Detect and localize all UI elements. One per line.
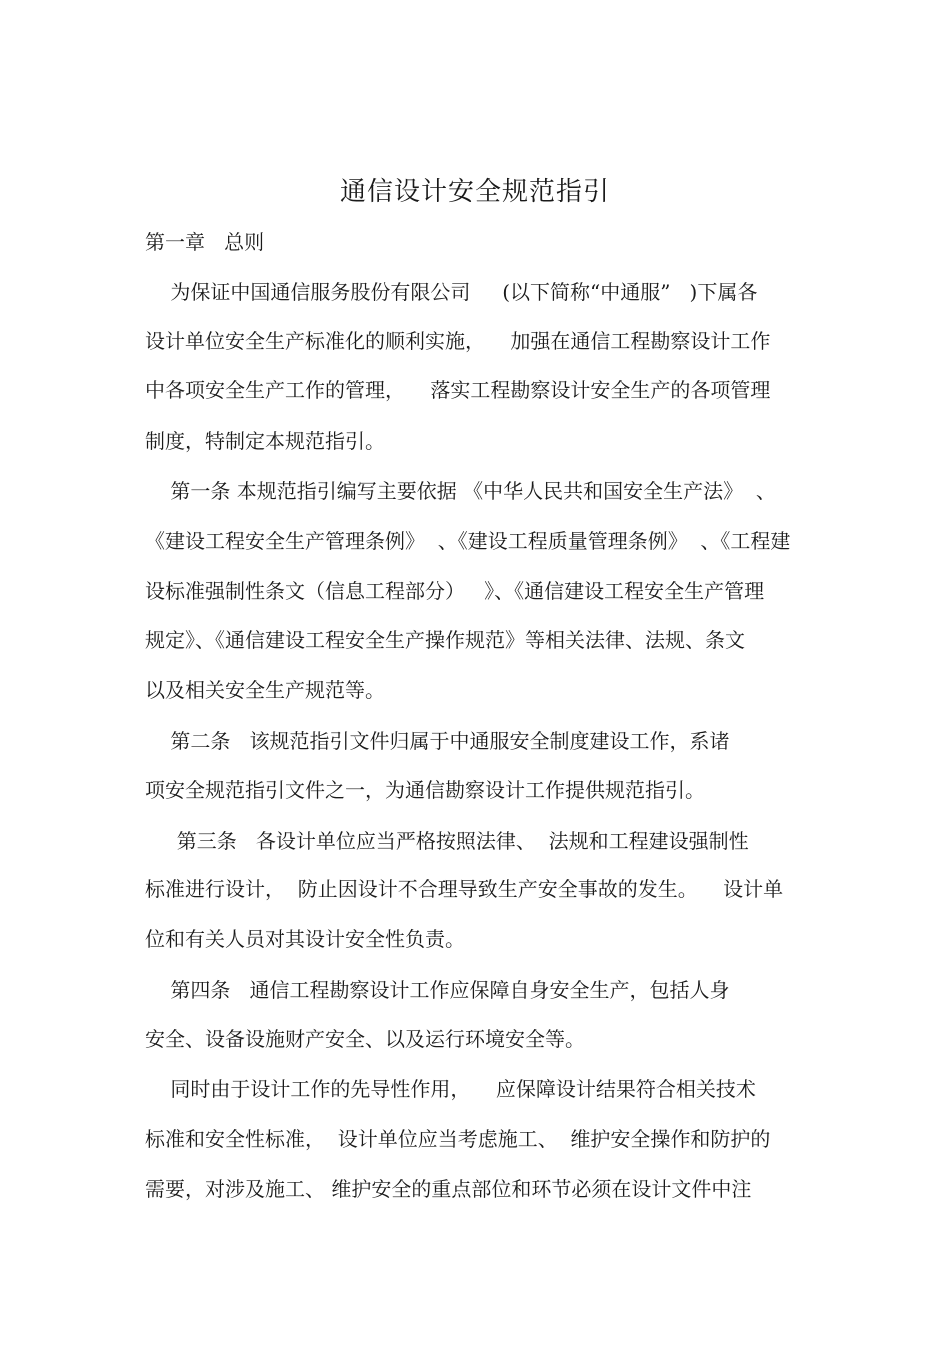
paragraph-line: 第一条 本规范指引编写主要依据 《中华人民共和国安全生产法》 、	[145, 479, 776, 503]
paragraph-line: 位和有关人员对其设计安全性负责。	[145, 927, 465, 951]
paragraph-line: 制度，特制定本规范指引。	[145, 429, 385, 453]
paragraph-line: 第四条 通信工程勘察设计工作应保障自身安全生产，包括人身	[145, 978, 730, 1002]
paragraph-line: 《建设工程安全生产管理条例》 、《建设工程质量管理条例》 、《工程建	[145, 529, 791, 553]
paragraph-line: 第二条 该规范指引文件归属于中通服安全制度建设工作，系诸	[145, 729, 730, 753]
paragraph-line: 以及相关安全生产规范等。	[145, 678, 385, 702]
paragraph-line: 项安全规范指引文件之一，为通信勘察设计工作提供规范指引。	[145, 778, 705, 802]
paragraph-line: 标准进行设计， 防止因设计不合理导致生产安全事故的发生。 设计单	[145, 877, 784, 901]
paragraph-line: 中各项安全生产工作的管理， 落实工程勘察设计安全生产的各项管理	[145, 378, 771, 402]
document-title: 通信设计安全规范指引	[339, 177, 610, 207]
paragraph-line: 标准和安全性标准， 设计单位应当考虑施工、 维护安全操作和防护的	[145, 1127, 771, 1151]
paragraph-line: 规定》、《通信建设工程安全生产操作规范》等相关法律、法规、条文	[145, 628, 745, 652]
chapter-heading: 第一章 总则	[145, 230, 265, 254]
paragraph-line: 需要，对涉及施工、 维护安全的重点部位和环节必须在设计文件中注	[145, 1177, 752, 1201]
paragraph-line: 为保证中国通信服务股份有限公司 (以下简称“中通服” )下属各	[145, 280, 758, 304]
paragraph-line: 设标准强制性条文（信息工程部分） 》、《通信建设工程安全生产管理	[145, 579, 765, 603]
paragraph-line: 第三条 各设计单位应当严格按照法律、 法规和工程建设强制性	[145, 829, 749, 853]
paragraph-line: 安全、设备设施财产安全、以及运行环境安全等。	[145, 1027, 585, 1051]
paragraph-line: 设计单位安全生产标准化的顺利实施， 加强在通信工程勘察设计工作	[145, 329, 771, 353]
paragraph-line: 同时由于设计工作的先导性作用， 应保障设计结果符合相关技术	[145, 1077, 756, 1101]
